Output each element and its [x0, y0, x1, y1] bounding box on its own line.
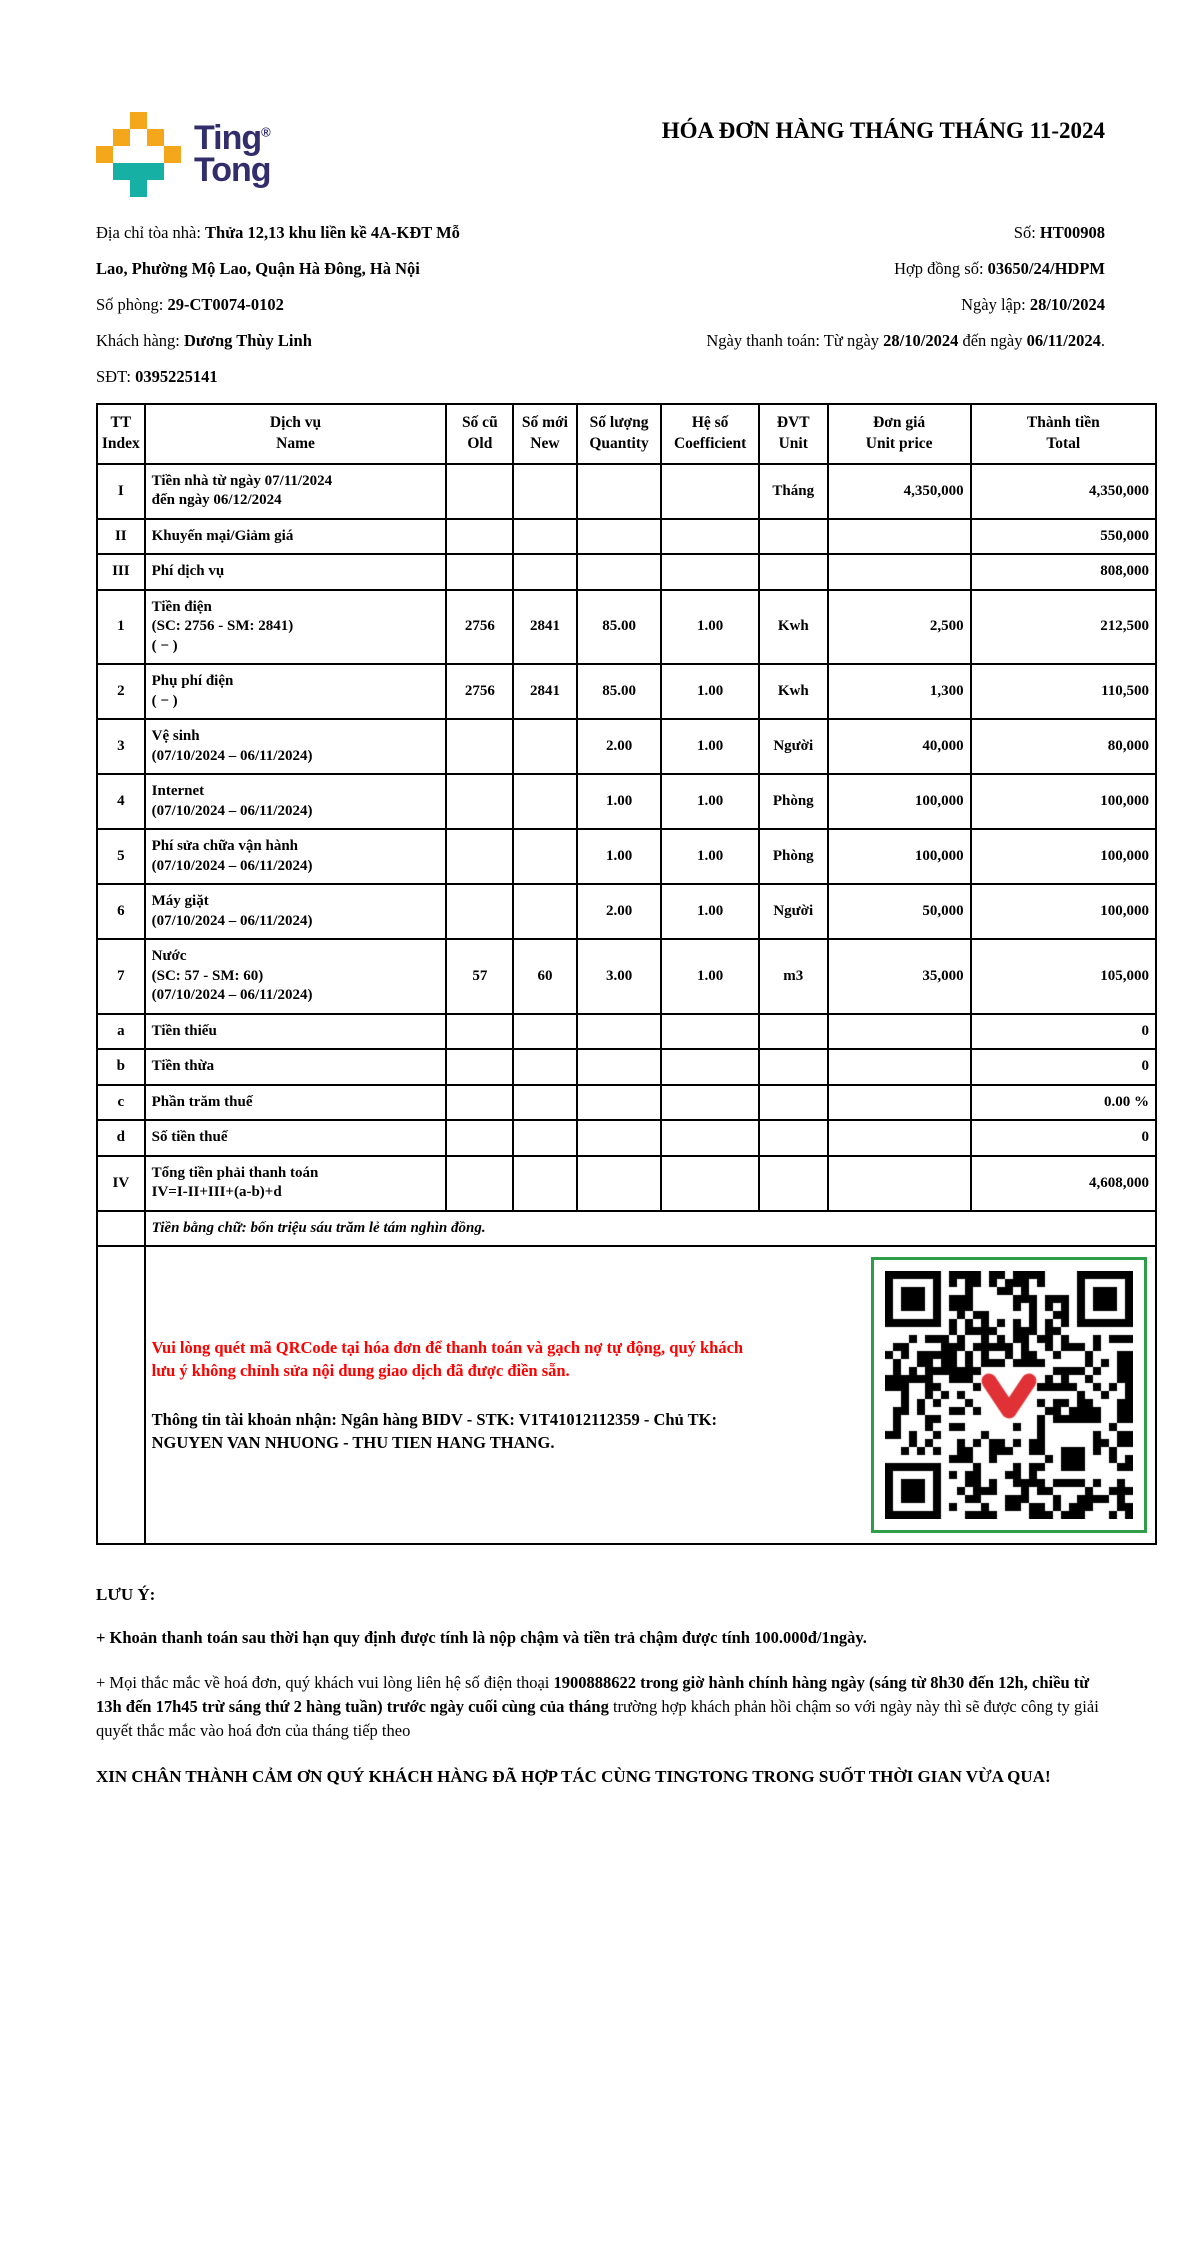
cell-new: 2841: [513, 590, 577, 665]
cell-tt: 2: [97, 664, 145, 719]
text-segment: V1T41012112359: [518, 1410, 640, 1430]
text-segment: SĐT:: [96, 367, 136, 386]
cell-unit: Kwh: [759, 664, 828, 719]
cell-unit: Phòng: [759, 774, 828, 829]
cell-old: 57: [446, 939, 513, 1014]
text-segment: NGUYEN VAN NHUONG - THU TIEN HANG THANG: [151, 1433, 551, 1453]
cell-name: Số tiền thuế: [145, 1120, 447, 1156]
qr-code: [885, 1271, 1133, 1519]
info-left-column: [96, 215, 474, 395]
cell-old: [446, 554, 513, 590]
table-header-cell: Hệ số Coefficient: [661, 404, 758, 464]
cell-coef: [661, 464, 758, 519]
info-line: [474, 323, 1105, 359]
table-row: [97, 590, 1156, 665]
note-item: [96, 1671, 1105, 1743]
cell-tt: 3: [97, 719, 145, 774]
amount-in-words-row: [97, 1211, 1156, 1247]
table-row: [97, 939, 1156, 1014]
cell-qty: [577, 1156, 662, 1211]
header: [96, 112, 1157, 197]
cell-coef: [661, 519, 758, 555]
logo-word-tong: Tong: [194, 150, 271, 189]
cell-name: Tiền điện (SC: 2756 - SM: 2841) ( − ): [145, 590, 447, 665]
cell-unit: Người: [759, 884, 828, 939]
table-row: [97, 884, 1156, 939]
text-segment: 03650/24/HDPM: [987, 259, 1105, 278]
cell-coef: 1.00: [661, 939, 758, 1014]
cell-coef: [661, 1120, 758, 1156]
cell-new: [513, 829, 577, 884]
text-segment: Số:: [1013, 223, 1040, 242]
cell-name: Vệ sinh (07/10/2024 – 06/11/2024): [145, 719, 447, 774]
cell-price: 1,300: [828, 664, 971, 719]
cell-total: 4,608,000: [971, 1156, 1156, 1211]
note-item: [96, 1626, 1105, 1650]
table-row: [97, 664, 1156, 719]
cell-price: [828, 1085, 971, 1121]
cell-coef: 1.00: [661, 884, 758, 939]
logo-word-ting: Ting: [194, 118, 262, 157]
cell-qty: 85.00: [577, 664, 662, 719]
cell-price: [828, 554, 971, 590]
thanks-text: XIN CHÂN THÀNH CẢM ƠN QUÝ KHÁCH HÀNG ĐÃ HỢP TÁC CÙNG TINGTONG TRONG SUỐT THỜI GIAN VỪA QUA!: [96, 1767, 1051, 1787]
cell-name: Phụ phí điện ( − ): [145, 664, 447, 719]
cell-price: [828, 1156, 971, 1211]
notes-heading: LƯU Ý:: [96, 1585, 156, 1605]
cell-old: [446, 519, 513, 555]
cell-unit: Kwh: [759, 590, 828, 665]
table-header-cell: Số cũ Old: [446, 404, 513, 464]
cell-tt: 4: [97, 774, 145, 829]
text-segment: 29-CT0074-0102: [167, 295, 284, 314]
cell-old: 2756: [446, 590, 513, 665]
cell-price: 40,000: [828, 719, 971, 774]
cell-qty: 3.00: [577, 939, 662, 1014]
cell-tt: a: [97, 1014, 145, 1050]
cell-price: [828, 1014, 971, 1050]
cell-unit: [759, 1049, 828, 1085]
text-segment: - Chủ TK:: [639, 1410, 717, 1430]
text-segment: 1900888622 trong giờ hành chính hàng ngày (sáng từ 8h30 đến 12h, chiều từ 13h đến 17h45 trừ sáng thứ 2 hàng tuần): [96, 1673, 1090, 1717]
cell-unit: m3: [759, 939, 828, 1014]
table-header-cell: Thành tiền Total: [971, 404, 1156, 464]
table-row: [97, 1156, 1156, 1211]
cell-qty: [577, 554, 662, 590]
cell-coef: [661, 1085, 758, 1121]
text-segment: đến ngày: [958, 331, 1027, 350]
cell-price: 35,000: [828, 939, 971, 1014]
cell-tt: d: [97, 1120, 145, 1156]
payment-cell: [145, 1246, 1156, 1544]
cell-unit: [759, 519, 828, 555]
cell-qty: [577, 1049, 662, 1085]
text-segment: 28/10/2024: [1029, 295, 1105, 314]
text-segment: 06/11/2024: [1026, 331, 1101, 350]
cell-coef: [661, 1049, 758, 1085]
cell-tt: 1: [97, 590, 145, 665]
cell-new: [513, 464, 577, 519]
cell-name: Nước (SC: 57 - SM: 60) (07/10/2024 – 06/11/2024): [145, 939, 447, 1014]
cell-total: 110,500: [971, 664, 1156, 719]
cell-tt: I: [97, 464, 145, 519]
cell-total: 0.00 %: [971, 1085, 1156, 1121]
payment-row: [97, 1246, 1156, 1544]
cell-old: 2756: [446, 664, 513, 719]
table-row: [97, 719, 1156, 774]
text-segment: Khách hàng:: [96, 331, 184, 350]
cell-total: 0: [971, 1014, 1156, 1050]
text-segment: Ngày thanh toán: Từ ngày: [706, 331, 884, 350]
cell-qty: [577, 519, 662, 555]
cell-tt: 6: [97, 884, 145, 939]
table-header-cell: Số lượng Quantity: [577, 404, 662, 464]
cell-price: 50,000: [828, 884, 971, 939]
cell-new: [513, 1085, 577, 1121]
cell-new: [513, 519, 577, 555]
text-segment: 0395225141: [135, 367, 218, 386]
cell-coef: 1.00: [661, 590, 758, 665]
cell-new: [513, 719, 577, 774]
table-row: [97, 464, 1156, 519]
text-segment: Số phòng:: [96, 295, 168, 314]
text-segment: Địa chỉ tòa nhà:: [96, 223, 206, 242]
text-segment: .: [550, 1433, 555, 1453]
cell-qty: [577, 1085, 662, 1121]
cell-unit: Người: [759, 719, 828, 774]
info-line: [96, 359, 474, 395]
cell-new: [513, 554, 577, 590]
cell-total: 4,350,000: [971, 464, 1156, 519]
cell-new: [513, 774, 577, 829]
cell-new: [513, 1049, 577, 1085]
cell-price: [828, 1049, 971, 1085]
cell-total: 100,000: [971, 884, 1156, 939]
cell-new: [513, 884, 577, 939]
cell-coef: 1.00: [661, 829, 758, 884]
cell-coef: [661, 1156, 758, 1211]
cell-price: 4,350,000: [828, 464, 971, 519]
cell-coef: [661, 554, 758, 590]
cell-qty: 1.00: [577, 829, 662, 884]
cell-total: 550,000: [971, 519, 1156, 555]
cell-name: Khuyến mại/Giảm giá: [145, 519, 447, 555]
cell-qty: 2.00: [577, 884, 662, 939]
cell-old: [446, 1156, 513, 1211]
cell-empty: [97, 1246, 145, 1544]
cell-name: Phí sửa chữa vận hành (07/10/2024 – 06/11/2024): [145, 829, 447, 884]
cell-unit: Phòng: [759, 829, 828, 884]
cell-qty: 1.00: [577, 774, 662, 829]
table-header-cell: ĐVT Unit: [759, 404, 828, 464]
cell-unit: Tháng: [759, 464, 828, 519]
cell-name: Phí dịch vụ: [145, 554, 447, 590]
cell-price: [828, 1120, 971, 1156]
cell-qty: [577, 1120, 662, 1156]
cell-qty: 85.00: [577, 590, 662, 665]
logo-wordmark: [194, 118, 271, 189]
invoice-table: [96, 403, 1157, 1545]
cell-coef: [661, 1014, 758, 1050]
text-segment: .: [1100, 331, 1105, 350]
cell-total: 0: [971, 1120, 1156, 1156]
invoice-table-body: [97, 464, 1156, 1211]
cell-old: [446, 464, 513, 519]
text-segment: Thông tin tài khoản nhận: Ngân hàng BIDV - STK:: [151, 1410, 519, 1430]
cell-new: [513, 1014, 577, 1050]
cell-old: [446, 719, 513, 774]
cell-coef: 1.00: [661, 774, 758, 829]
cell-total: 105,000: [971, 939, 1156, 1014]
cell-total: 100,000: [971, 774, 1156, 829]
cell-new: [513, 1156, 577, 1211]
info-line: [96, 323, 474, 359]
cell-price: [828, 519, 971, 555]
text-segment: HT00908: [1039, 223, 1105, 242]
cell-qty: 2.00: [577, 719, 662, 774]
cell-qty: [577, 1014, 662, 1050]
cell-price: 100,000: [828, 829, 971, 884]
table-header-cell: Dịch vụ Name: [145, 404, 447, 464]
table-row: [97, 1049, 1156, 1085]
text-segment: 28/10/2024: [883, 331, 959, 350]
text-segment: trước ngày cuối cùng của tháng: [382, 1697, 609, 1717]
table-row: [97, 829, 1156, 884]
cell-old: [446, 829, 513, 884]
payment-text: [152, 1336, 747, 1454]
cell-tt: b: [97, 1049, 145, 1085]
notes-list: [96, 1626, 1105, 1743]
cell-old: [446, 884, 513, 939]
cell-unit: [759, 1156, 828, 1211]
info-line: [96, 287, 474, 323]
table-header-cell: Đơn giá Unit price: [828, 404, 971, 464]
info-line: [474, 287, 1105, 323]
info-line: [96, 215, 474, 287]
text-segment: + Mọi thắc mắc về hoá đơn, quý khách vui lòng liên hệ số điện thoại: [96, 1673, 554, 1693]
text-segment: Ngày lập:: [961, 295, 1030, 314]
cell-tt: c: [97, 1085, 145, 1121]
amount-in-words-value: bốn triệu sáu trăm lẻ tám nghìn đồng.: [250, 1219, 486, 1236]
cell-old: [446, 1014, 513, 1050]
cell-old: [446, 1085, 513, 1121]
info-line: [474, 251, 1105, 287]
cell-old: [446, 1120, 513, 1156]
table-row: [97, 774, 1156, 829]
cell-price: 100,000: [828, 774, 971, 829]
cell-name: Tiền thừa: [145, 1049, 447, 1085]
tingtong-logo: [96, 112, 271, 197]
amount-in-words-label: Tiền bằng chữ:: [151, 1219, 251, 1236]
cell-total: 808,000: [971, 554, 1156, 590]
table-row: [97, 1014, 1156, 1050]
info-section: [96, 215, 1157, 395]
table-row: [97, 519, 1156, 555]
cell-coef: 1.00: [661, 719, 758, 774]
cell-tt: IV: [97, 1156, 145, 1211]
text-segment: Hợp đồng số:: [894, 259, 988, 278]
table-header-row: [97, 404, 1156, 464]
text-segment: + Khoản thanh toán sau thời hạn quy định được tính là nộp chậm và tiền trả chậm được tính 100.000đ/1ngày.: [96, 1628, 867, 1648]
table-header-cell: Số mới New: [513, 404, 577, 464]
info-line: [474, 215, 1105, 251]
cell-total: 80,000: [971, 719, 1156, 774]
cell-tt: 7: [97, 939, 145, 1014]
table-header-cell: TT Index: [97, 404, 145, 464]
cell-old: [446, 774, 513, 829]
notes-section: [96, 1585, 1105, 1789]
account-info: [152, 1408, 747, 1454]
cell-new: [513, 1120, 577, 1156]
cell-unit: [759, 1085, 828, 1121]
text-segment: Thửa 12,13 khu liền kề 4A-KĐT Mỗ Lao, Phường Mộ Lao, Quận Hà Đông, Hà Nội: [96, 223, 460, 278]
cell-new: 60: [513, 939, 577, 1014]
table-row: [97, 1120, 1156, 1156]
cell-name: Internet (07/10/2024 – 06/11/2024): [145, 774, 447, 829]
cell-total: 100,000: [971, 829, 1156, 884]
cell-coef: 1.00: [661, 664, 758, 719]
cell-price: 2,500: [828, 590, 971, 665]
amount-in-words-cell: [145, 1211, 1156, 1247]
cell-qty: [577, 464, 662, 519]
qr-scan-note: Vui lòng quét mã QRCode tại hóa đơn để thanh toán và gạch nợ tự động, quý khách lưu ý không chỉnh sửa nội dung giao dịch đã được điền sẵn.: [151, 1338, 744, 1381]
cell-empty: [97, 1211, 145, 1247]
cell-name: Máy giặt (07/10/2024 – 06/11/2024): [145, 884, 447, 939]
cell-new: 2841: [513, 664, 577, 719]
cell-total: 0: [971, 1049, 1156, 1085]
cell-name: Tiền thiếu: [145, 1014, 447, 1050]
cell-unit: [759, 1120, 828, 1156]
cell-name: Phần trăm thuế: [145, 1085, 447, 1121]
cell-tt: II: [97, 519, 145, 555]
qr-code-frame: [871, 1257, 1147, 1533]
cell-tt: 5: [97, 829, 145, 884]
text-segment: Dương Thùy Linh: [183, 331, 312, 350]
cell-old: [446, 1049, 513, 1085]
table-row: [97, 554, 1156, 590]
table-row: [97, 1085, 1156, 1121]
cell-total: 212,500: [971, 590, 1156, 665]
cell-unit: [759, 1014, 828, 1050]
text-segment: trường hợp khách phản hồi chậm so với ngày này thì sẽ được công ty giải quyết thắc mắc vào hoá đơn của tháng tiếp theo: [96, 1697, 1099, 1741]
info-right-column: [474, 215, 1157, 395]
cell-name: Tổng tiền phải thanh toán IV=I-II+III+(a-b)+d: [145, 1156, 447, 1211]
cell-name: Tiền nhà từ ngày 07/11/2024 đến ngày 06/12/2024: [145, 464, 447, 519]
tingtong-logo-icon: [96, 112, 181, 197]
cell-unit: [759, 554, 828, 590]
invoice-title: HÓA ĐƠN HÀNG THÁNG THÁNG 11-2024: [661, 118, 1105, 143]
cell-tt: III: [97, 554, 145, 590]
registered-mark: ®: [261, 124, 271, 140]
